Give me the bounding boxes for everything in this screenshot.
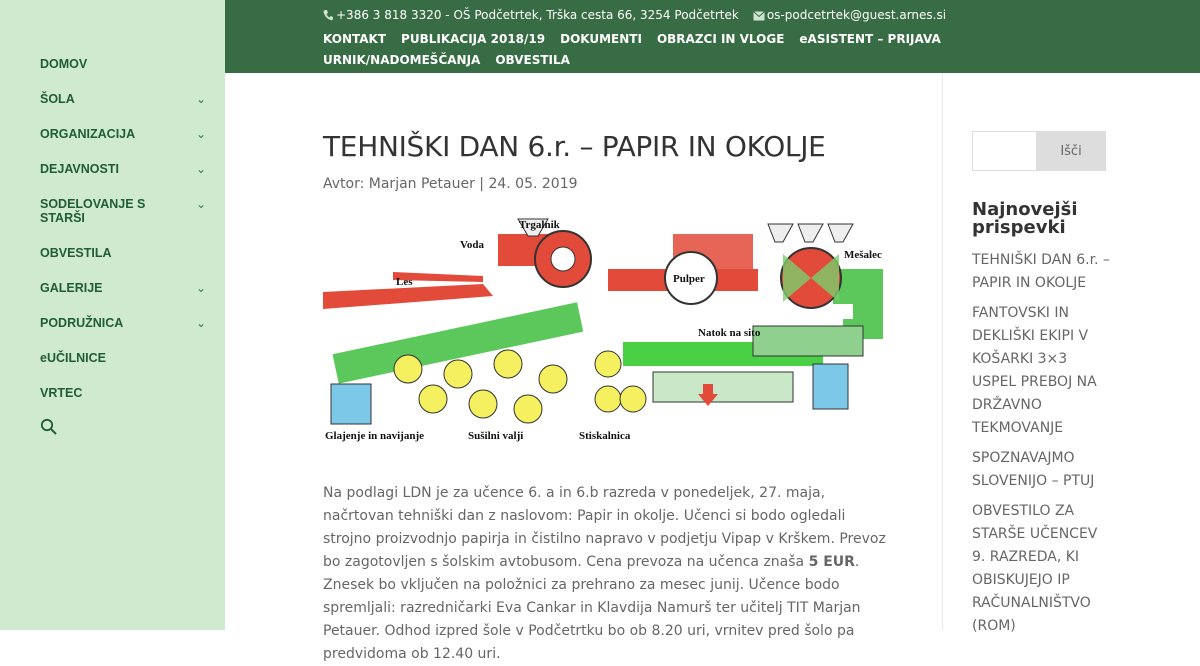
paper-machine-diagram bbox=[323, 214, 900, 446]
sidebar-item-label: OBVESTILA bbox=[40, 246, 112, 260]
sidebar-item-sodelovanje[interactable] bbox=[40, 195, 206, 227]
sidebar-item-label: GALERIJE bbox=[40, 281, 103, 295]
sidebar-item-label: eUČILNICE bbox=[40, 351, 106, 365]
chevron-down-icon[interactable]: ⌄ bbox=[195, 127, 206, 141]
recent-post-link[interactable]: FANTOVSKI IN DEKLIŠKI EKIPI V KOŠARKI 3×3 USPEL PREBOJ NA DRŽAVNO TEKMOVANJE bbox=[972, 305, 1097, 436]
recent-post-link[interactable]: TEHNIŠKI DAN 6.r. – PAPIR IN OKOLJE bbox=[972, 252, 1110, 291]
right-sidebar bbox=[972, 131, 1112, 645]
post-body bbox=[323, 482, 888, 666]
sidebar-item-galerije[interactable] bbox=[40, 279, 210, 297]
search-icon[interactable] bbox=[40, 418, 58, 436]
nav-obvestila[interactable]: OBVESTILA bbox=[495, 53, 570, 67]
sidebar-item-label: DOMOV bbox=[40, 57, 88, 71]
nav-easistent[interactable]: eASISTENT – PRIJAVA bbox=[799, 32, 941, 46]
recent-posts-list bbox=[972, 249, 1112, 638]
price-highlight: 5 EUR bbox=[808, 554, 855, 570]
chevron-down-icon[interactable]: ⌄ bbox=[195, 92, 206, 106]
sidebar-item-label: VRTEC bbox=[40, 386, 83, 400]
top-navigation bbox=[323, 29, 1103, 71]
label-les: Les bbox=[396, 276, 413, 288]
sidebar-item-obvestila[interactable] bbox=[40, 244, 210, 262]
sidebar-item-podruznica[interactable] bbox=[40, 314, 210, 332]
label-trgalnik: Trgalnik bbox=[519, 219, 560, 231]
label-stiskalnica: Stiskalnica bbox=[579, 430, 631, 442]
email-link[interactable]: os-podcetrtek@guest.arnes.si bbox=[766, 8, 947, 22]
post-meta: Avtor: Marjan Petauer | 24. 05. 2019 bbox=[323, 176, 578, 192]
search-button[interactable]: Išči bbox=[1036, 131, 1106, 171]
label-natok: Natok na sito bbox=[698, 327, 761, 339]
search-form bbox=[972, 131, 1106, 171]
recent-post-link[interactable]: OBVESTILO ZA STARŠE UČENCEV 9. RAZREDA, KI OBISKUJEJO IP RAČUNALNIŠTVO (ROM) bbox=[972, 503, 1098, 634]
phone-icon bbox=[323, 9, 334, 21]
sidebar-item-vrtec[interactable] bbox=[40, 384, 210, 402]
label-glajenje: Glajenje in navijanje bbox=[325, 430, 424, 442]
chevron-down-icon[interactable]: ⌄ bbox=[195, 162, 206, 176]
chevron-down-icon[interactable]: ⌄ bbox=[195, 281, 206, 295]
sidebar-item-label: ORGANIZACIJA bbox=[40, 127, 136, 141]
sidebar-item-eucilnice[interactable] bbox=[40, 349, 210, 367]
phone-text[interactable]: +386 3 818 3320 - OŠ Podčetrtek, Trška cesta 66, 3254 Podčetrtek bbox=[336, 8, 739, 22]
label-voda: Voda bbox=[460, 239, 485, 251]
post-title: TEHNIŠKI DAN 6.r. – PAPIR IN OKOLJE bbox=[323, 130, 826, 163]
content-divider bbox=[942, 73, 943, 630]
nav-urnik[interactable]: URNIK/NADOMEŠČANJA bbox=[323, 53, 481, 67]
label-susilni: Sušilni valji bbox=[468, 430, 524, 442]
sidebar-item-dejavnosti[interactable] bbox=[40, 160, 210, 178]
sidebar-item-organizacija[interactable] bbox=[40, 125, 210, 143]
label-pulper: Pulper bbox=[673, 273, 705, 285]
body-text-part1: Na podlagi LDN je za učence 6. a in 6.b razreda v ponedeljek, 27. maja, načrtovan tehniški dan z naslovom: Papir in okolje. Učenci si bodo ogledali strojno proizvodnjo papirja in čistilno napravo v podjetju Vipap v Krškem. Prevoz bo zagotovljen s šolskim avtobusom. Cena prevoza na učenca znaša bbox=[323, 485, 886, 570]
nav-publikacija[interactable]: PUBLIKACIJA 2018/19 bbox=[401, 32, 546, 46]
left-sidebar bbox=[0, 0, 225, 630]
recent-post-link[interactable]: SPOZNAVAJMO SLOVENIJO – PTUJ bbox=[972, 450, 1095, 489]
nav-obrazci[interactable]: OBRAZCI IN VLOGE bbox=[656, 32, 785, 46]
sidebar-item-label: ŠOLA bbox=[40, 92, 75, 106]
label-mesalec: Mešalec bbox=[844, 249, 882, 261]
chevron-down-icon[interactable]: ⌄ bbox=[195, 197, 206, 211]
chevron-down-icon[interactable]: ⌄ bbox=[195, 316, 206, 330]
nav-kontakt[interactable]: KONTAKT bbox=[323, 32, 387, 46]
main-content bbox=[323, 73, 893, 666]
envelope-icon bbox=[753, 11, 765, 21]
top-header bbox=[225, 0, 1200, 73]
contact-info bbox=[323, 8, 946, 22]
search-input[interactable] bbox=[972, 131, 1036, 171]
sidebar-item-sola[interactable] bbox=[40, 90, 210, 108]
sidebar-item-label: DEJAVNOSTI bbox=[40, 162, 119, 176]
nav-dokumenti[interactable]: DOKUMENTI bbox=[560, 32, 642, 46]
body-text-part2: . Znesek bo vključen na položnici za prehrano za mesec junij. Učence bodo spremljali: razredničarki Eva Cankar in Klavdija Namurš ter učitelj TIT Marjan Petauer. Odhod izpred šole v Podčetrtku bo ob 8.20 uri, vrnitev pred šolo pa predvidoma ob 12.40 uri. bbox=[323, 554, 861, 662]
sidebar-item-label: SODELOVANJE S STARŠI bbox=[40, 197, 146, 225]
sidebar-item-domov[interactable] bbox=[40, 55, 210, 73]
sidebar-item-label: PODRUŽNICA bbox=[40, 316, 124, 330]
main-menu bbox=[40, 55, 210, 419]
recent-posts-title: Najnovejši prispevki bbox=[972, 199, 1078, 238]
